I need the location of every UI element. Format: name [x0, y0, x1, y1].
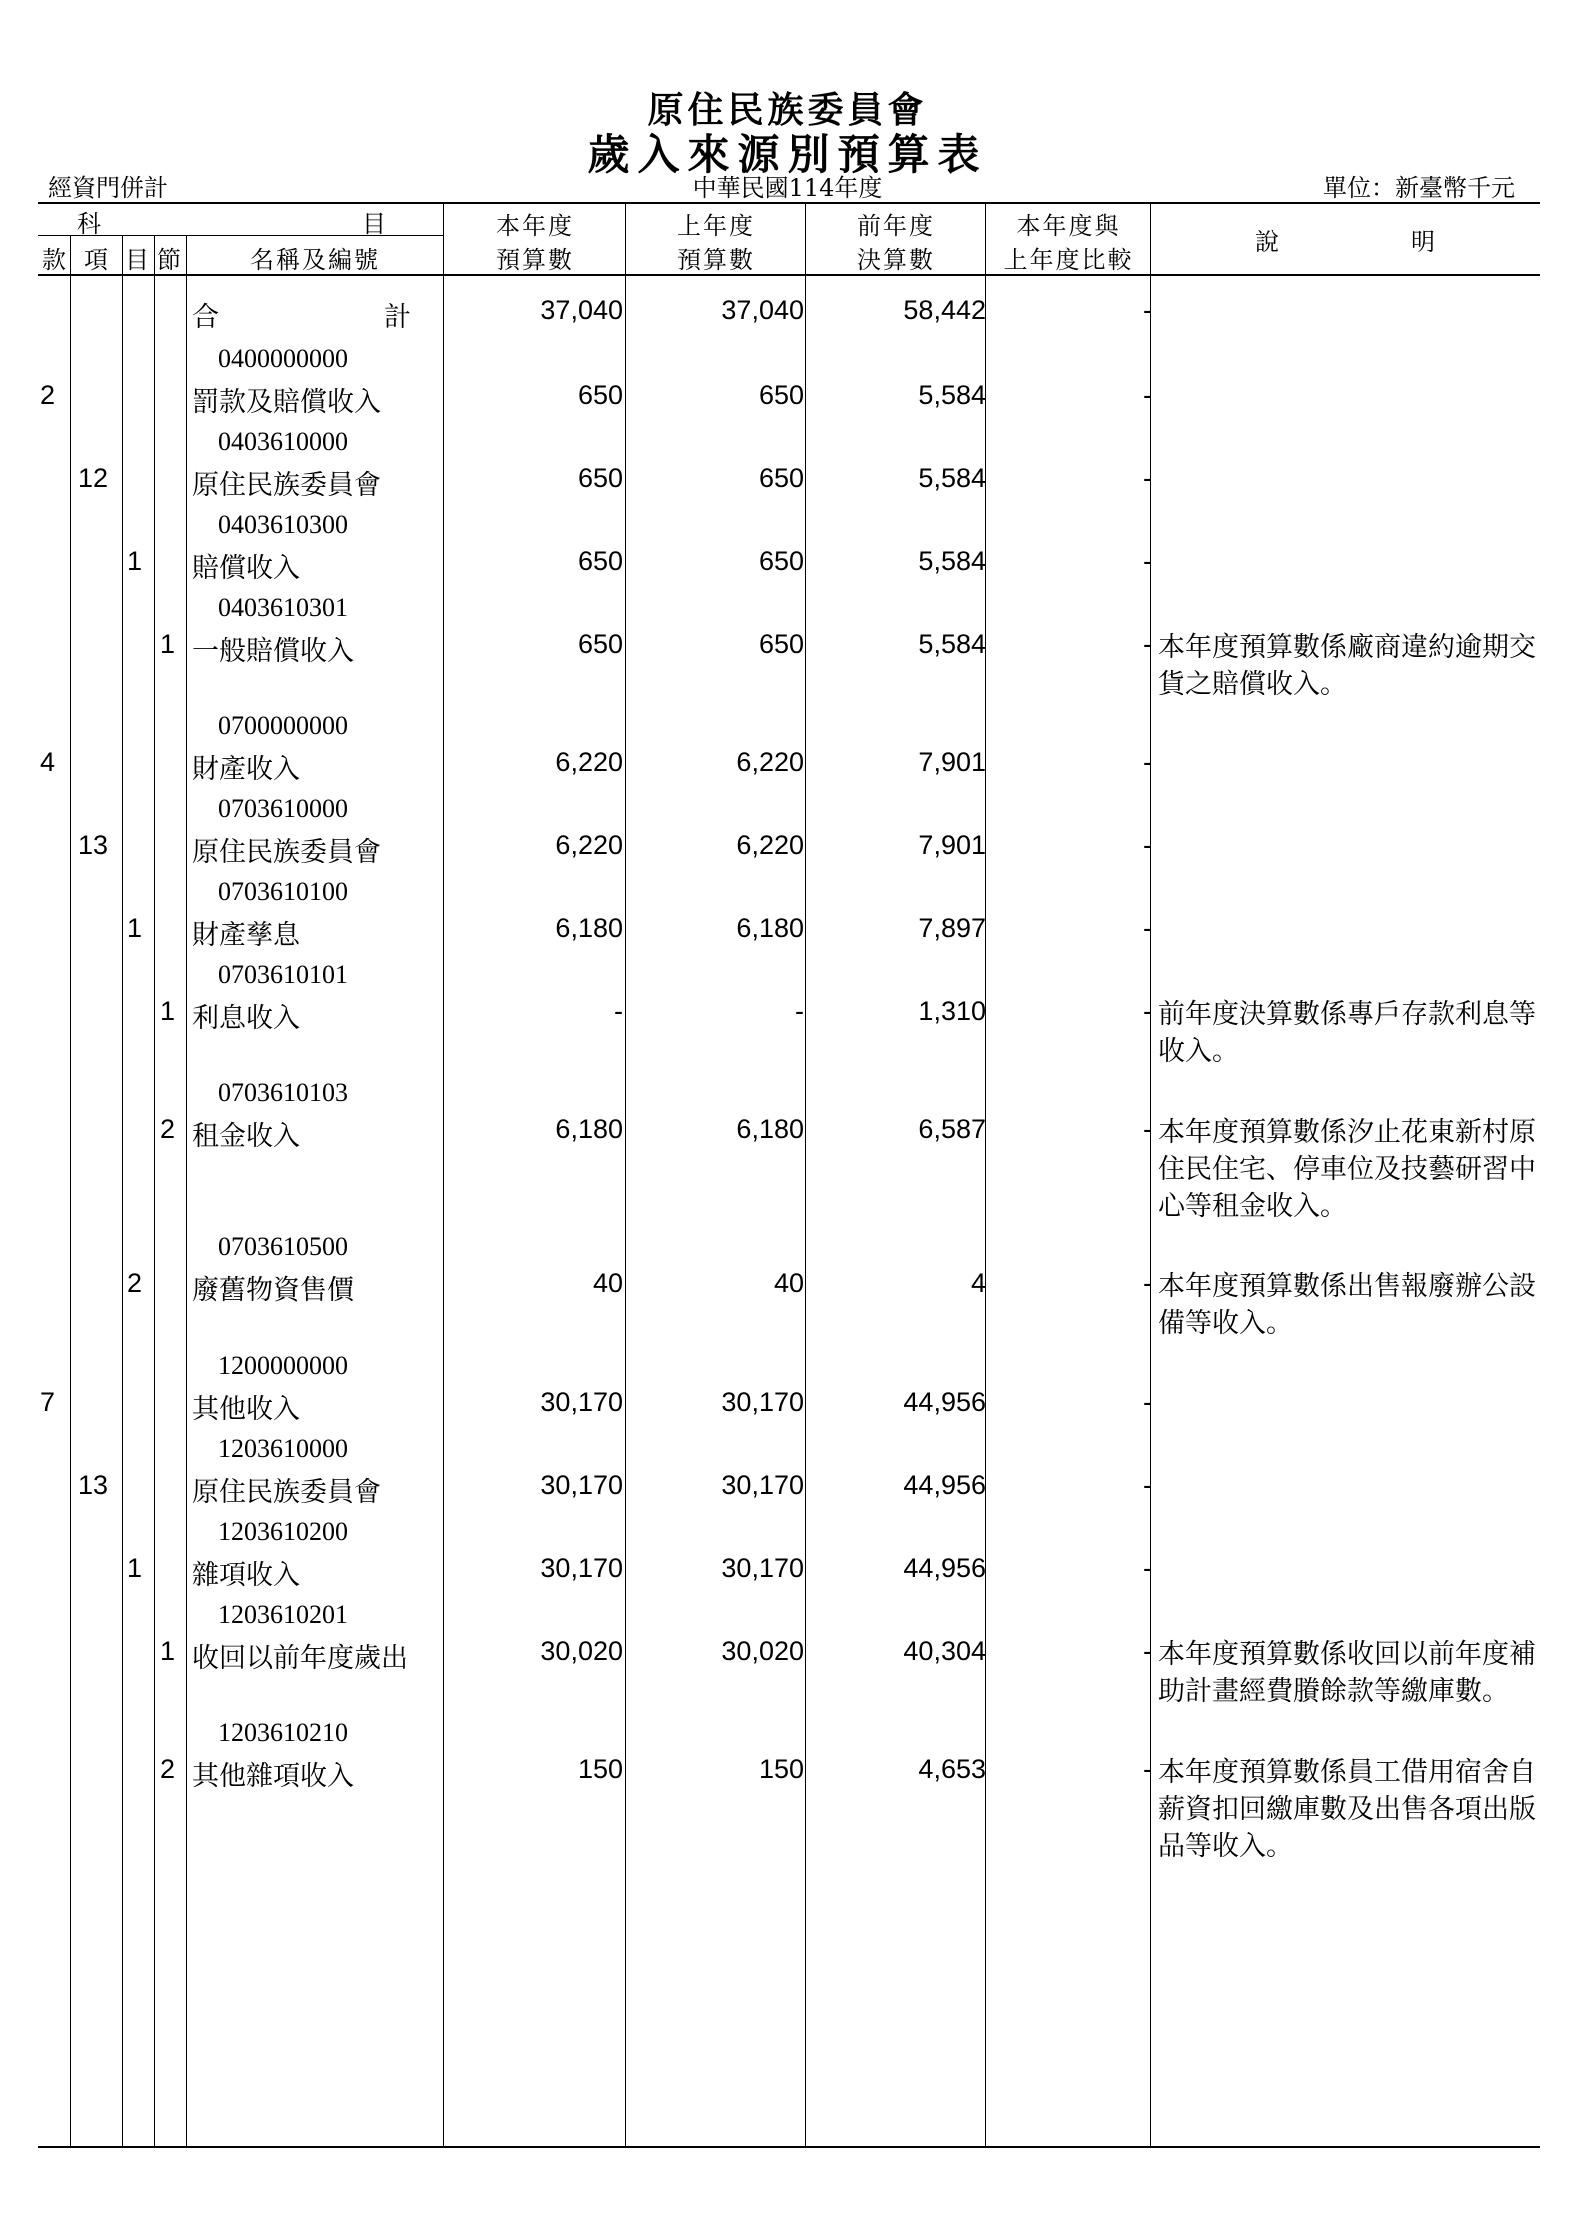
compare-value: - — [1143, 1754, 1152, 1784]
previous-budget: 6,220 — [736, 747, 804, 777]
compare-value: - — [1143, 747, 1152, 777]
scope-label: 經資門併計 — [48, 174, 168, 202]
account-name: 租金收入 — [192, 1121, 300, 1152]
level-kuan: 4 — [40, 747, 56, 777]
level-jie: 2 — [160, 1114, 176, 1144]
final-account: 4,653 — [918, 1754, 986, 1784]
account-name: 雜項收入 — [192, 1560, 300, 1591]
account-code: 0400000000 — [218, 344, 348, 373]
current-budget: 40 — [592, 1268, 623, 1298]
total-compare: - — [1143, 295, 1152, 325]
level-xiang: 12 — [78, 463, 109, 493]
col-line-4 — [186, 235, 187, 2147]
level-jie: 1 — [160, 629, 176, 659]
final-account: 4 — [970, 1268, 986, 1298]
account-name: 賠償收入 — [192, 553, 300, 584]
account-name: 其他收入 — [192, 1394, 300, 1425]
account-code: 0703610500 — [218, 1232, 348, 1261]
current-budget: 6,180 — [555, 1114, 623, 1144]
compare-value: - — [1143, 1470, 1152, 1500]
compare-value: - — [1143, 1636, 1152, 1666]
explanation-note: 本年度預算數係廠商違約逾期交貨之賠償收入。 — [1158, 632, 1536, 700]
account-code: 1203610201 — [218, 1600, 348, 1629]
page-title: 歲入來源別預算表 — [587, 130, 988, 179]
previous-budget: 6,220 — [736, 830, 804, 860]
account-code: 1203610200 — [218, 1517, 348, 1546]
level-jie: 2 — [160, 1754, 176, 1784]
level-mu: 1 — [127, 546, 143, 576]
organization-title: 原住民族委員會 — [647, 89, 928, 131]
table-top-line — [38, 202, 1540, 204]
final-account: 44,956 — [903, 1470, 986, 1500]
explanation-note: 本年度預算數係汐止花東新村原住民住宅、停車位及技藝研習中心等租金收入。 — [1158, 1117, 1536, 1222]
total-label-b: 計 — [384, 302, 411, 333]
account-code: 0403610300 — [218, 510, 348, 539]
col-line-5 — [443, 202, 444, 2147]
level-jie: 1 — [160, 1636, 176, 1666]
account-code: 1203610000 — [218, 1434, 348, 1463]
previous-budget: 30,170 — [721, 1470, 804, 1500]
compare-value: - — [1143, 1553, 1152, 1583]
header-final-2: 決算數 — [857, 246, 935, 274]
final-account: 44,956 — [903, 1387, 986, 1417]
final-account: 6,587 — [918, 1114, 986, 1144]
final-account: 44,956 — [903, 1553, 986, 1583]
current-budget: 650 — [577, 629, 623, 659]
compare-value: - — [1143, 1268, 1152, 1298]
compare-value: - — [1143, 380, 1152, 410]
previous-budget: 6,180 — [736, 913, 804, 943]
account-code: 0703610103 — [218, 1078, 348, 1107]
header-cur-2: 預算數 — [496, 246, 574, 274]
total-label-a: 合 — [192, 302, 219, 333]
final-account: 40,304 — [903, 1636, 986, 1666]
final-account: 5,584 — [918, 463, 986, 493]
account-code: 1200000000 — [218, 1351, 348, 1380]
level-kuan: 7 — [40, 1387, 56, 1417]
compare-value: - — [1143, 830, 1152, 860]
col-line-6 — [625, 202, 626, 2147]
explanation-note: 本年度預算數係員工借用宿舍自薪資扣回繳庫數及出售各項出版品等收入。 — [1158, 1757, 1536, 1862]
compare-value: - — [1143, 629, 1152, 659]
current-budget: 30,020 — [540, 1636, 623, 1666]
previous-budget: 30,170 — [721, 1387, 804, 1417]
account-name: 原住民族委員會 — [192, 470, 381, 501]
compare-value: - — [1143, 463, 1152, 493]
header-final-1: 前年度 — [857, 212, 935, 240]
header-ke: 科 — [77, 210, 103, 238]
compare-value: - — [1143, 996, 1152, 1026]
total-final: 58,442 — [903, 295, 986, 325]
level-xiang: 13 — [78, 1470, 109, 1500]
final-account: 5,584 — [918, 629, 986, 659]
current-budget: 30,170 — [540, 1553, 623, 1583]
account-code: 0703610101 — [218, 960, 348, 989]
col-line-3 — [154, 235, 155, 2147]
level-mu: 1 — [127, 1553, 143, 1583]
final-account: 7,901 — [918, 830, 986, 860]
final-account: 5,584 — [918, 380, 986, 410]
account-name: 財產孳息 — [192, 920, 300, 951]
account-code: 0703610100 — [218, 877, 348, 906]
account-code: 0403610301 — [218, 593, 348, 622]
level-kuan: 2 — [40, 380, 56, 410]
account-name: 原住民族委員會 — [192, 1477, 381, 1508]
header-xiang: 項 — [84, 246, 110, 274]
previous-budget: 650 — [758, 629, 804, 659]
level-mu: 2 — [127, 1268, 143, 1298]
account-name: 其他雜項收入 — [192, 1761, 354, 1792]
explanation-note: 前年度決算數係專戶存款利息等收入。 — [1158, 999, 1536, 1067]
account-name: 收回以前年度歲出 — [192, 1643, 408, 1674]
account-code: 0700000000 — [218, 711, 348, 740]
explanation-note: 本年度預算數係出售報廢辦公設備等收入。 — [1158, 1271, 1536, 1339]
compare-value: - — [1143, 1387, 1152, 1417]
final-account: 5,584 — [918, 546, 986, 576]
account-name: 廢舊物資售價 — [192, 1275, 354, 1306]
header-kuan: 款 — [42, 246, 68, 274]
previous-budget: 650 — [758, 380, 804, 410]
account-code: 1203610210 — [218, 1718, 348, 1747]
final-account: 7,901 — [918, 747, 986, 777]
account-name: 一般賠償收入 — [192, 636, 354, 667]
level-xiang: 13 — [78, 830, 109, 860]
header-mu: 目 — [362, 210, 388, 238]
account-code: 0703610000 — [218, 794, 348, 823]
current-budget: 650 — [577, 463, 623, 493]
account-name: 利息收入 — [192, 1003, 300, 1034]
unit-label: 單位：新臺幣千元 — [1323, 174, 1515, 202]
current-budget: 650 — [577, 380, 623, 410]
previous-budget: - — [795, 996, 804, 1026]
account-code: 0403610000 — [218, 427, 348, 456]
header-prev-1: 上年度 — [677, 212, 755, 240]
header-mu2: 目 — [125, 246, 151, 274]
header-cmp-2: 上年度比較 — [1003, 246, 1134, 274]
current-budget: 30,170 — [540, 1470, 623, 1500]
previous-budget: 6,180 — [736, 1114, 804, 1144]
final-account: 7,897 — [918, 913, 986, 943]
previous-budget: 150 — [758, 1754, 804, 1784]
col-line-2 — [122, 235, 123, 2147]
level-jie: 1 — [160, 996, 176, 1026]
level-mu: 1 — [127, 913, 143, 943]
compare-value: - — [1143, 913, 1152, 943]
current-budget: 150 — [577, 1754, 623, 1784]
header-cmp-1: 本年度與 — [1016, 212, 1121, 240]
account-name: 原住民族委員會 — [192, 837, 381, 868]
explanation-note: 本年度預算數係收回以前年度補助計畫經費賸餘款等繳庫數。 — [1158, 1639, 1536, 1707]
current-budget: 6,180 — [555, 913, 623, 943]
total-previous: 37,040 — [721, 295, 804, 325]
col-line-7 — [805, 202, 806, 2147]
previous-budget: 40 — [773, 1268, 804, 1298]
header-jie: 節 — [157, 246, 183, 274]
current-budget: 6,220 — [555, 830, 623, 860]
header-note: 說 明 — [1255, 228, 1437, 256]
total-current: 37,040 — [540, 295, 623, 325]
previous-budget: 30,170 — [721, 1553, 804, 1583]
header-name: 名稱及編號 — [250, 246, 380, 274]
current-budget: - — [614, 996, 623, 1026]
col-line-1 — [70, 235, 71, 2147]
compare-value: - — [1143, 1114, 1152, 1144]
current-budget: 30,170 — [540, 1387, 623, 1417]
current-budget: 6,220 — [555, 747, 623, 777]
header-cur-1: 本年度 — [496, 212, 574, 240]
previous-budget: 30,020 — [721, 1636, 804, 1666]
fiscal-year: 中華民國114年度 — [692, 174, 883, 202]
current-budget: 650 — [577, 546, 623, 576]
final-account: 1,310 — [918, 996, 986, 1026]
previous-budget: 650 — [758, 546, 804, 576]
account-name: 財產收入 — [192, 754, 300, 785]
account-name: 罰款及賠償收入 — [192, 387, 381, 418]
compare-value: - — [1143, 546, 1152, 576]
header-prev-2: 預算數 — [677, 246, 755, 274]
table-bottom-line — [38, 2146, 1540, 2148]
previous-budget: 650 — [758, 463, 804, 493]
